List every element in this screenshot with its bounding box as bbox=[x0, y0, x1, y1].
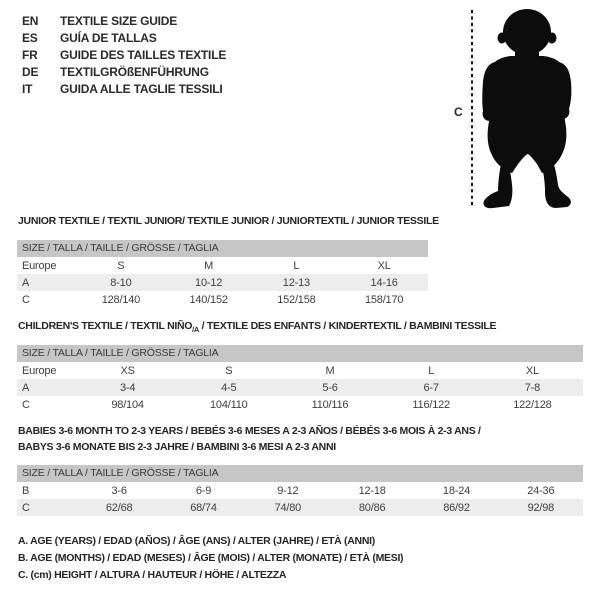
table-cell: 116/122 bbox=[412, 398, 450, 411]
table-cell: XL bbox=[377, 259, 391, 272]
table-cell: XS bbox=[120, 364, 135, 377]
table-row bbox=[17, 291, 428, 308]
table-cell: 24-36 bbox=[527, 484, 555, 497]
language-label: TEXTILE SIZE GUIDE bbox=[60, 13, 178, 28]
language-code: FR bbox=[22, 47, 38, 62]
table-row bbox=[17, 396, 583, 413]
table-cell: 5-6 bbox=[322, 381, 338, 394]
table-row bbox=[17, 379, 583, 396]
table-cell: 92/98 bbox=[527, 501, 555, 514]
table-cell: 14-16 bbox=[370, 276, 398, 289]
table-cell: 62/68 bbox=[105, 501, 133, 514]
children-title-subscript: /A bbox=[192, 325, 200, 335]
table-row bbox=[17, 362, 583, 379]
babies-size-table bbox=[17, 465, 583, 516]
table-cell: 3-6 bbox=[111, 484, 127, 497]
table-cell: S bbox=[117, 259, 125, 272]
table-cell: 98/104 bbox=[111, 398, 144, 411]
table-cell: 10-12 bbox=[195, 276, 223, 289]
babies-section-title bbox=[18, 423, 481, 455]
table-cell: XL bbox=[525, 364, 539, 377]
children-title-prefix: CHILDREN'S TEXTILE / TEXTIL NIÑO bbox=[18, 320, 193, 332]
table-cell: 18-24 bbox=[442, 484, 471, 497]
table-cell: 4-5 bbox=[221, 381, 237, 394]
children-title-suffix: / TEXTILE DES ENFANTS / KINDERTEXTIL / BAMBINI TESSILE bbox=[199, 320, 497, 332]
table-cell: 12-13 bbox=[282, 276, 310, 289]
row-label: A bbox=[22, 381, 30, 394]
footnotes bbox=[18, 533, 403, 584]
table-cell: 68/74 bbox=[190, 501, 217, 514]
junior-section-title: JUNIOR TEXTILE / TEXTIL JUNIOR/ TEXTILE JUNIOR / JUNIORTEXTIL / JUNIOR TESSILE bbox=[18, 215, 439, 227]
table-row bbox=[17, 274, 428, 291]
table-cell: 6-9 bbox=[195, 484, 212, 497]
babies-title-line2: BABYS 3-6 MONATE BIS 2-3 JAHRE / BAMBINI 3-6 MESI A 2-3 ANNI bbox=[18, 441, 336, 453]
language-row bbox=[22, 63, 226, 80]
language-row bbox=[22, 12, 226, 29]
table-cell: L bbox=[428, 364, 435, 377]
table-cell: L bbox=[293, 259, 300, 272]
table-cell: 80/86 bbox=[358, 501, 386, 514]
row-label: A bbox=[22, 276, 30, 289]
table-row bbox=[17, 499, 583, 516]
table-cell: 158/170 bbox=[364, 293, 404, 306]
table-cell: 12-18 bbox=[358, 484, 386, 497]
row-label: C bbox=[22, 501, 30, 514]
table-cell: M bbox=[204, 259, 214, 272]
table-cell: 122/128 bbox=[513, 398, 552, 411]
footnote-a: A. AGE (YEARS) / EDAD (AÑOS) / ÂGE (ANS) / ALTER (JAHRE) / ETÀ (ANNI) bbox=[18, 535, 375, 547]
table-cell: 152/158 bbox=[277, 293, 316, 306]
language-code: EN bbox=[22, 13, 39, 28]
language-label: GUIDA ALLE TAGLIE TESSILI bbox=[60, 81, 223, 96]
size-header-band: SIZE / TALLA / TAILLE / GRÖSSE / TAGLIA bbox=[17, 240, 428, 257]
table-cell: 6-7 bbox=[423, 381, 439, 394]
size-header-band: SIZE / TALLA / TAILLE / GRÖSSE / TAGLIA bbox=[17, 465, 583, 482]
children-size-table bbox=[17, 345, 583, 413]
language-code: DE bbox=[22, 64, 39, 79]
junior-size-table bbox=[17, 240, 428, 308]
row-label: Europe bbox=[22, 364, 57, 377]
language-row bbox=[22, 46, 226, 63]
language-label: GUÍA DE TALLAS bbox=[60, 30, 157, 45]
baby-silhouette bbox=[482, 9, 571, 208]
language-row bbox=[22, 29, 226, 46]
size-header-band: SIZE / TALLA / TAILLE / GRÖSSE / TAGLIA bbox=[17, 345, 583, 362]
row-label: Europe bbox=[22, 259, 57, 272]
table-row bbox=[17, 482, 583, 499]
row-label: C bbox=[22, 398, 30, 411]
figure-height-label: C bbox=[454, 105, 463, 119]
language-list bbox=[22, 12, 226, 97]
table-cell: 110/116 bbox=[311, 398, 349, 411]
table-row bbox=[17, 257, 428, 274]
language-row bbox=[22, 80, 226, 97]
table-cell: 3-4 bbox=[119, 381, 136, 394]
language-code: ES bbox=[22, 30, 38, 45]
table-cell: S bbox=[225, 364, 233, 377]
table-cell: 86/92 bbox=[443, 501, 470, 514]
table-cell: M bbox=[325, 364, 335, 377]
footnote-b: B. AGE (MONTHS) / EDAD (MESES) / ÂGE (MOIS) / ALTER (MONATE) / ETÀ (MESI) bbox=[18, 552, 404, 564]
baby-silhouette-figure bbox=[455, 4, 600, 212]
language-label: TEXTILGRÖßENFÜHRUNG bbox=[60, 64, 209, 79]
table-cell: 7-8 bbox=[524, 381, 541, 394]
table-cell: 74/80 bbox=[274, 501, 302, 514]
children-section-title bbox=[18, 318, 496, 338]
language-label: GUIDE DES TAILLES TEXTILE bbox=[60, 47, 227, 62]
footnote-c: C. (cm) HEIGHT / ALTURA / HAUTEUR / HÖHE / ALTEZZA bbox=[18, 569, 287, 581]
table-cell: 9-12 bbox=[277, 484, 299, 497]
language-code: IT bbox=[22, 81, 33, 96]
babies-title-line1: BABIES 3-6 MONTH TO 2-3 YEARS / BEBÉS 3-6 MESES A 2-3 AÑOS / BÉBÉS 3-6 MOIS À 2-3 ANS / bbox=[18, 425, 481, 437]
row-label: C bbox=[22, 293, 30, 306]
table-cell: 8-10 bbox=[110, 276, 132, 289]
table-cell: 104/110 bbox=[210, 398, 248, 411]
table-cell: 140/152 bbox=[189, 293, 228, 306]
row-label: B bbox=[22, 484, 30, 497]
table-cell: 128/140 bbox=[101, 293, 141, 306]
